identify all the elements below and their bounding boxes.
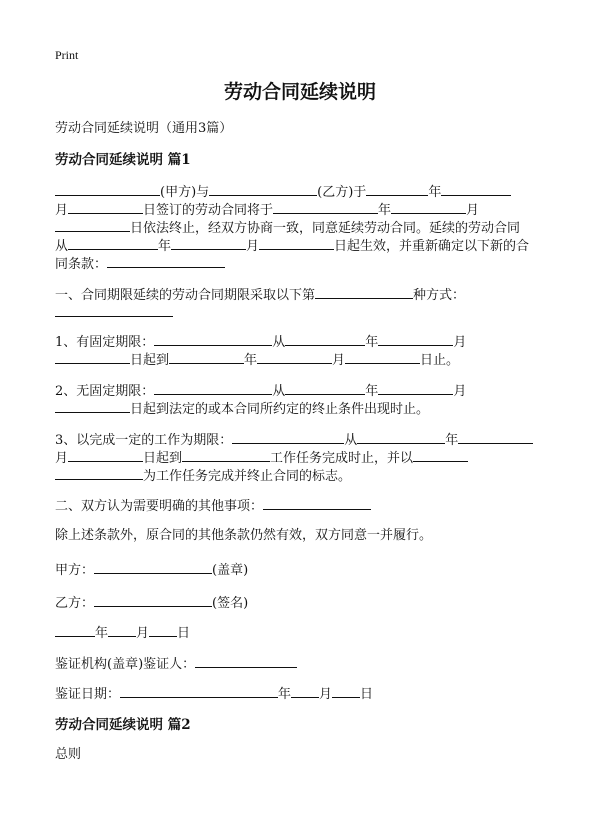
text-segment: 从 <box>272 384 286 399</box>
section-heading-1: 劳动合同延续说明 篇1 <box>55 152 191 168</box>
text-segment: 年 <box>158 239 172 254</box>
blank-party-b-sign <box>94 593 212 607</box>
blank-month <box>458 430 533 444</box>
blank-month <box>171 236 246 250</box>
remainder-clause: 除上述条款外，原合同的其他条款仍然有效，双方同意一并履行。 <box>55 528 433 543</box>
text-segment: 月 <box>453 384 467 399</box>
text-segment: 月 <box>319 687 333 702</box>
signing-date <box>55 623 190 643</box>
text-segment: 为工作任务完成并终止合同的标志。 <box>143 469 352 484</box>
text-segment: 月 <box>332 353 346 368</box>
blank-month <box>441 182 511 196</box>
text-segment: 工作任务完成时止，并以 <box>270 451 414 466</box>
blank-option <box>315 285 413 299</box>
blank-day <box>68 200 143 214</box>
blank-other-matters <box>263 496 371 510</box>
blank-month <box>291 684 319 698</box>
item-2 <box>55 496 371 516</box>
notary-line <box>55 654 297 674</box>
text-segment: 月 <box>136 626 150 641</box>
text-segment: 日 <box>177 626 191 641</box>
blank-year <box>285 381 365 395</box>
blank-day <box>55 218 130 232</box>
section-heading-2: 劳动合同延续说明 篇2 <box>55 717 191 733</box>
text-segment: 一、合同期限延续的劳动合同期限采取以下第 <box>55 288 316 303</box>
text-segment: 日签订的劳动合同将于 <box>143 203 274 218</box>
blank-month <box>378 332 453 346</box>
document-title: 劳动合同延续说明 <box>223 81 376 103</box>
task-term-line-2 <box>55 448 468 468</box>
paragraph-1-line-3 <box>55 218 520 238</box>
no-fixed-term-line-1 <box>55 381 466 401</box>
paragraph-1-line-5 <box>55 254 225 274</box>
text-segment: 甲方： <box>55 563 95 578</box>
party-a-signature <box>55 560 248 580</box>
text-segment: 从 <box>55 239 69 254</box>
paragraph-1-line-1 <box>55 182 511 202</box>
task-term-line-3 <box>55 466 351 486</box>
blank-year <box>285 332 365 346</box>
text-segment: 乙方： <box>55 596 95 611</box>
text-segment: 鉴证机构(盖章)鉴证人： <box>55 657 196 672</box>
text-segment: 年 <box>278 687 292 702</box>
text-segment: 年 <box>378 203 392 218</box>
blank-year <box>120 684 278 698</box>
blank-party-a <box>55 182 160 196</box>
notary-date-line <box>55 684 373 704</box>
text-segment: 年 <box>365 384 379 399</box>
text-segment: 种方式： <box>413 288 466 303</box>
blank-task <box>232 430 344 444</box>
text-segment: 同条款： <box>55 257 108 272</box>
text-segment: 日起到法定的或本合同所约定的终止条件出现时止。 <box>130 402 430 417</box>
text-segment: 鉴证日期： <box>55 687 121 702</box>
blank-fixed <box>154 332 272 346</box>
text-segment: 年 <box>244 353 258 368</box>
blank-year <box>169 350 244 364</box>
document-subtitle: 劳动合同延续说明（通用3篇） <box>55 121 233 136</box>
blank-year <box>68 236 158 250</box>
blank-year <box>366 182 428 196</box>
blank-month <box>378 381 453 395</box>
text-segment: 3、以完成一定的工作为期限： <box>55 433 233 448</box>
paragraph-1-line-2 <box>55 200 479 220</box>
general-provisions: 总则 <box>55 747 82 762</box>
text-segment: 2、无固定期限： <box>55 384 155 399</box>
blank-task-name <box>182 448 270 462</box>
blank-month <box>257 350 332 364</box>
text-segment: (甲方)与 <box>160 185 210 200</box>
blank-year <box>55 623 95 637</box>
blank-day <box>68 448 143 462</box>
blank-completion <box>55 466 143 480</box>
text-segment: 日止。 <box>420 353 460 368</box>
item-1-line-1 <box>55 285 465 305</box>
print-link[interactable]: Print <box>55 48 79 62</box>
paragraph-1-line-4 <box>55 236 529 256</box>
text-segment: 月 <box>466 203 480 218</box>
text-segment: 年 <box>95 626 109 641</box>
blank-terms <box>107 254 225 268</box>
blank-year <box>357 430 445 444</box>
text-segment: 1、有固定期限： <box>55 335 155 350</box>
blank-year <box>273 200 378 214</box>
text-segment: 年 <box>365 335 379 350</box>
blank-party-a-seal <box>94 560 212 574</box>
text-segment: 年 <box>445 433 459 448</box>
blank-day <box>332 684 360 698</box>
blank-month <box>391 200 466 214</box>
blank-notary <box>195 654 297 668</box>
blank-marker <box>413 448 468 462</box>
fixed-term-line-2 <box>55 350 459 370</box>
blank-day <box>345 350 420 364</box>
text-segment: 二、双方认为需要明确的其他事项： <box>55 499 264 514</box>
blank-day <box>259 236 334 250</box>
text-segment: 从 <box>272 335 286 350</box>
fixed-term-line-1 <box>55 332 466 352</box>
text-segment: 月 <box>453 335 467 350</box>
text-segment: 从 <box>344 433 358 448</box>
blank-day <box>149 623 177 637</box>
text-segment: 日依法终止，经双方协商一致，同意延续劳动合同。延续的劳动合同 <box>130 221 521 236</box>
text-segment: 月 <box>246 239 260 254</box>
no-fixed-term-line-2 <box>55 399 429 419</box>
text-segment: 日 <box>360 687 374 702</box>
blank-month <box>108 623 136 637</box>
blank-option-detail <box>55 303 173 317</box>
text-segment: 月 <box>55 451 69 466</box>
text-segment: 日起到 <box>143 451 183 466</box>
text-segment: (签名) <box>212 596 249 611</box>
text-segment: 年 <box>428 185 442 200</box>
text-segment: (乙方)于 <box>317 185 367 200</box>
task-term-line-1 <box>55 430 533 450</box>
text-segment: 月 <box>55 203 69 218</box>
text-segment: 日起生效，并重新确定以下新的合 <box>334 239 530 254</box>
blank-party-b <box>209 182 317 196</box>
text-segment: 日起到 <box>130 353 170 368</box>
item-1-line-2 <box>55 303 173 323</box>
party-b-signature <box>55 593 248 613</box>
text-segment: (盖章) <box>212 563 249 578</box>
blank-no-fixed <box>154 381 272 395</box>
blank-day <box>55 399 130 413</box>
blank-day <box>55 350 130 364</box>
